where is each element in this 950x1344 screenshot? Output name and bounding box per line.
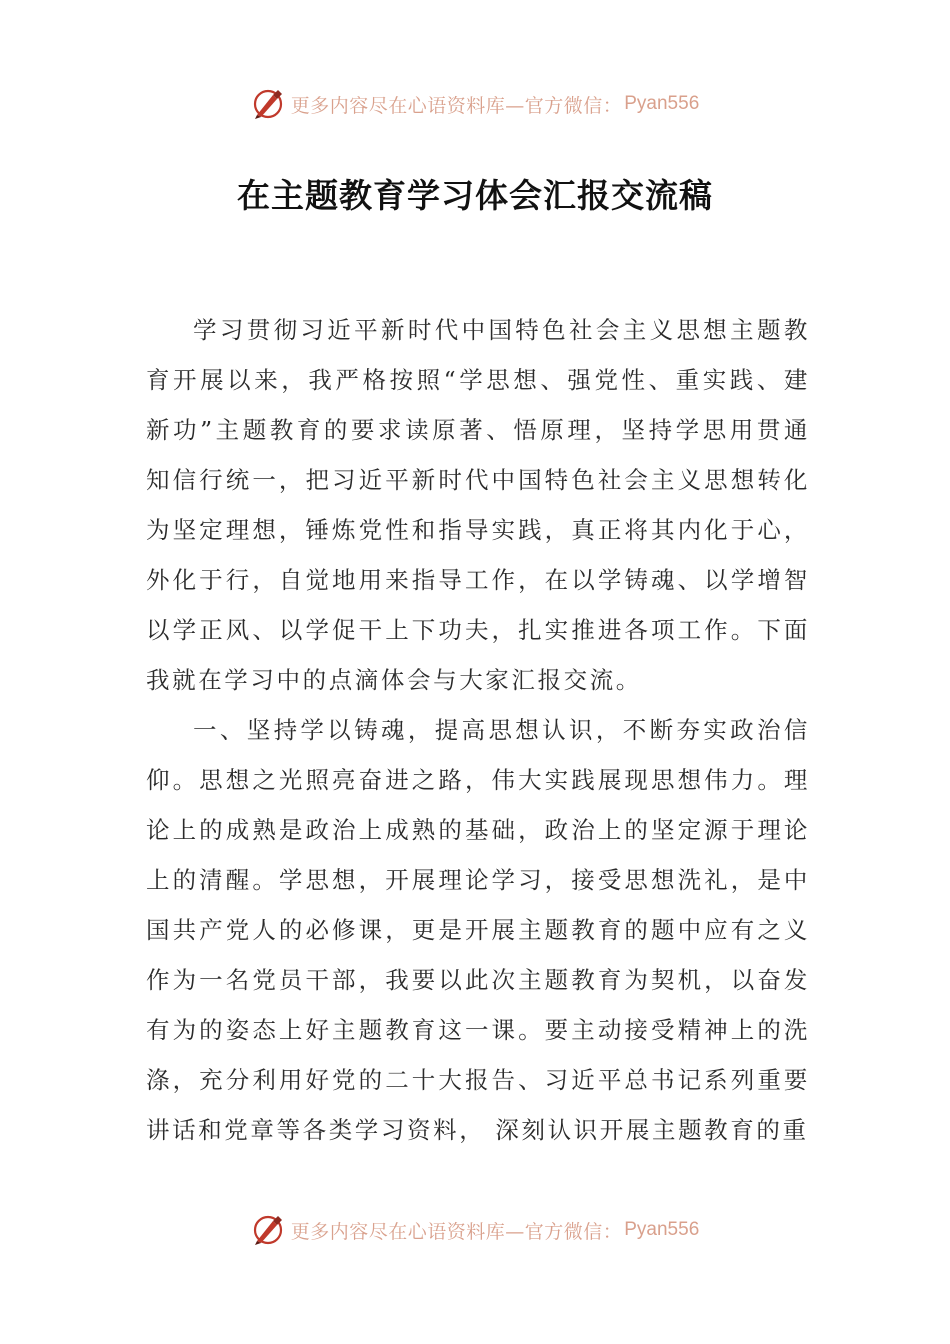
pen-logo-icon bbox=[251, 1213, 285, 1247]
document-body bbox=[146, 305, 810, 1155]
paragraph-section-one: 一、坚持学以铸魂，提高思想认识，不断夯实政治信仰。思想之光照亮奋进之路，伟大实践展现思想伟力。理论上的成熟是政治上成熟的基础，政治上的坚定源于理论上的清醒。学思想，开展理论学习，接受思想洗礼，是中国共产党人的必修课，更是开展主题教育的题中应有之义作为一名党员干部，我要以此次主题教育为契机，以奋发有为的姿态上好主题教育这一课。要主动接受精神上的洗涤，充分利用好党的二十大报告、习近平总书记系列重要讲话和党章等各类学习资料， 深刻认识开展主题教育的重 bbox=[146, 716, 810, 1144]
pen-logo-icon bbox=[251, 87, 285, 121]
wechat-id: Pyan556 bbox=[624, 93, 700, 114]
wechat-id: Pyan556 bbox=[624, 1219, 700, 1240]
banner-text: 更多内容尽在心语资料库—官方微信： bbox=[290, 94, 623, 117]
paragraph-intro: 学习贯彻习近平新时代中国特色社会主义思想主题教育开展以来，我严格按照“学思想、强党性、重实践、建新功”主题教育的要求读原著、悟原理，坚持学思用贯通知信行统一，把习近平新时代中国特色社会主义思想转化为坚定理想，锤炼党性和指导实践，真正将其内化于心，外化于行，自觉地用来指导工作，在以学铸魂、以学增智以学正风、以学促干上下功夫，扎实推进各项工作。下面我就在学习中的点滴体会与大家汇报交流。 bbox=[146, 316, 810, 694]
page-title: 在主题教育学习体会汇报交流稿 bbox=[237, 176, 713, 215]
header-watermark-banner bbox=[0, 84, 950, 124]
footer-watermark-banner bbox=[0, 1210, 950, 1250]
banner-text: 更多内容尽在心语资料库—官方微信： bbox=[290, 1220, 623, 1243]
